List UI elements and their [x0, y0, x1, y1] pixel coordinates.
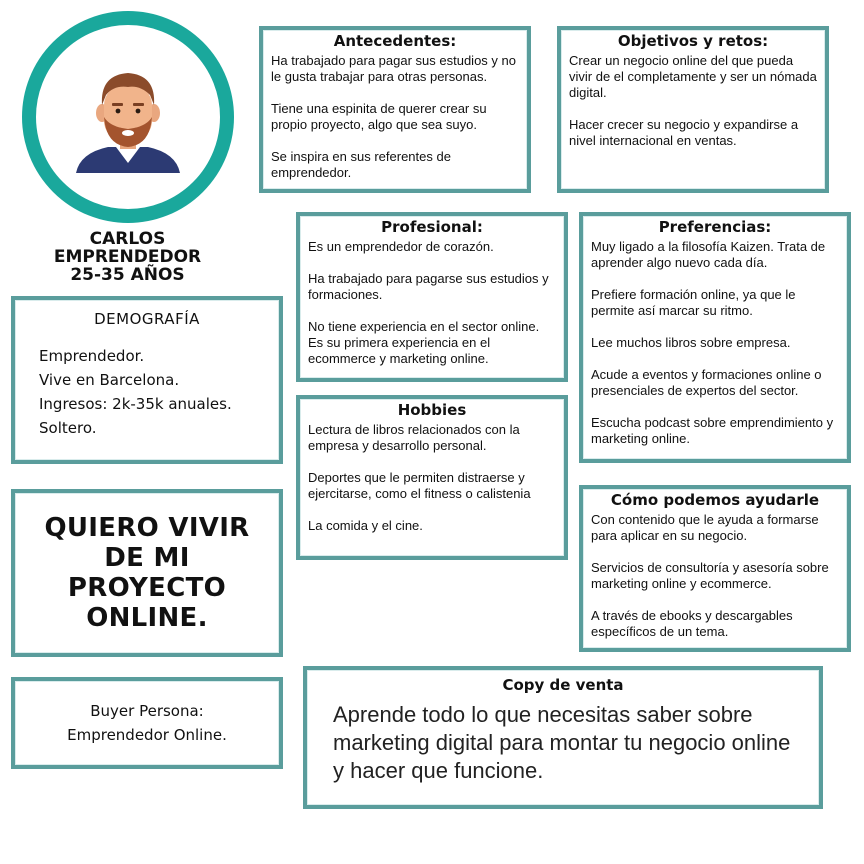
- quote-line: PROYECTO: [67, 573, 227, 603]
- ayudarle-paragraph: Servicios de consultoría y asesoría sobre marketing online y ecommerce.: [591, 560, 829, 591]
- demografia-item: Vive en Barcelona.: [39, 371, 180, 389]
- preferencias-paragraph: Escucha podcast sobre emprendimiento y marketing online.: [591, 415, 834, 446]
- ayudarle-title: Cómo podemos ayudarle: [610, 491, 820, 509]
- profesional-title: Profesional:: [381, 218, 483, 236]
- antecedentes-paragraph: Ha trabajado para pagar sus estudios y no le gusta trabajar para otras personas.: [271, 53, 516, 84]
- objetivos-card: [557, 26, 829, 193]
- hobbies-paragraph: Lectura de libros relacionados con la empresa y desarrollo personal.: [308, 422, 520, 453]
- quote-line: QUIERO VIVIR: [44, 513, 250, 543]
- copy-text: Aprende todo lo que necesitas saber sobre marketing digital para montar tu negocio online y hacer que funcione.: [333, 702, 791, 783]
- preferencias-paragraph: Acude a eventos y formaciones online o presenciales de expertos del sector.: [591, 367, 822, 398]
- buyer-persona-card: [11, 677, 283, 769]
- profesional-card: [296, 212, 568, 382]
- antecedentes-paragraph: Tiene una espinita de querer crear su propio proyecto, algo que sea suyo.: [271, 101, 487, 132]
- persona-age: 25-35 AÑOS: [70, 265, 185, 285]
- objetivos-title: Objetivos y retos:: [617, 32, 769, 50]
- persona-name-block: [20, 230, 235, 284]
- preferencias-paragraph: Prefiere formación online, ya que le permite así marcar su ritmo.: [591, 287, 796, 318]
- ayudarle-card: [579, 485, 851, 652]
- preferencias-card: [579, 212, 851, 463]
- objetivos-paragraph: Crear un negocio online del que pueda vivir de el completamente y ser un nómada digital.: [569, 53, 817, 100]
- preferencias-paragraph: Muy ligado a la filosofía Kaizen. Trata de aprender algo nuevo cada día.: [591, 239, 826, 270]
- buyer-value: Emprendedor Online.: [67, 726, 227, 744]
- hobbies-paragraph: La comida y el cine.: [308, 518, 423, 533]
- persona-name: CARLOS: [89, 229, 166, 249]
- quote-line: DE MI: [104, 543, 190, 573]
- demografia-card: [11, 296, 283, 464]
- preferencias-title: Preferencias:: [658, 218, 772, 236]
- hobbies-paragraph: Deportes que le permiten distraerse y ejercitarse, como el fitness o calistenia: [308, 470, 531, 501]
- quote-card: [11, 489, 283, 657]
- avatar-frame: [22, 11, 234, 223]
- antecedentes-card: [259, 26, 531, 193]
- buyer-label: Buyer Persona:: [90, 702, 204, 720]
- antecedentes-paragraph: Se inspira en sus referentes de emprendedor.: [271, 149, 451, 180]
- demografia-item: Soltero.: [39, 419, 97, 437]
- demografia-item: Ingresos: 2k-35k anuales.: [39, 395, 232, 413]
- demografia-title: DEMOGRAFÍA: [94, 310, 200, 328]
- copy-card: [303, 666, 823, 809]
- ayudarle-paragraph: A través de ebooks y descargables específicos de un tema.: [591, 608, 793, 639]
- profesional-paragraph: Ha trabajado para pagarse sus estudios y formaciones.: [308, 271, 549, 302]
- copy-title: Copy de venta: [502, 676, 624, 694]
- hobbies-title: Hobbies: [397, 401, 467, 419]
- objetivos-paragraph: Hacer crecer su negocio y expandirse a nivel internacional en ventas.: [569, 117, 799, 148]
- profesional-paragraph: No tiene experiencia en el sector online. Es su primera experiencia en el ecommerce y marketing online.: [308, 319, 540, 366]
- ayudarle-paragraph: Con contenido que le ayuda a formarse para aplicar en su negocio.: [591, 512, 819, 543]
- profesional-paragraph: Es un emprendedor de corazón.: [308, 239, 494, 254]
- preferencias-paragraph: Lee muchos libros sobre empresa.: [591, 335, 791, 350]
- quote-line: ONLINE.: [86, 603, 208, 633]
- demografia-item: Emprendedor.: [39, 347, 145, 365]
- antecedentes-title: Antecedentes:: [333, 32, 457, 50]
- man-avatar-icon: [36, 25, 220, 209]
- persona-role: EMPRENDEDOR: [53, 247, 202, 267]
- hobbies-card: [296, 395, 568, 560]
